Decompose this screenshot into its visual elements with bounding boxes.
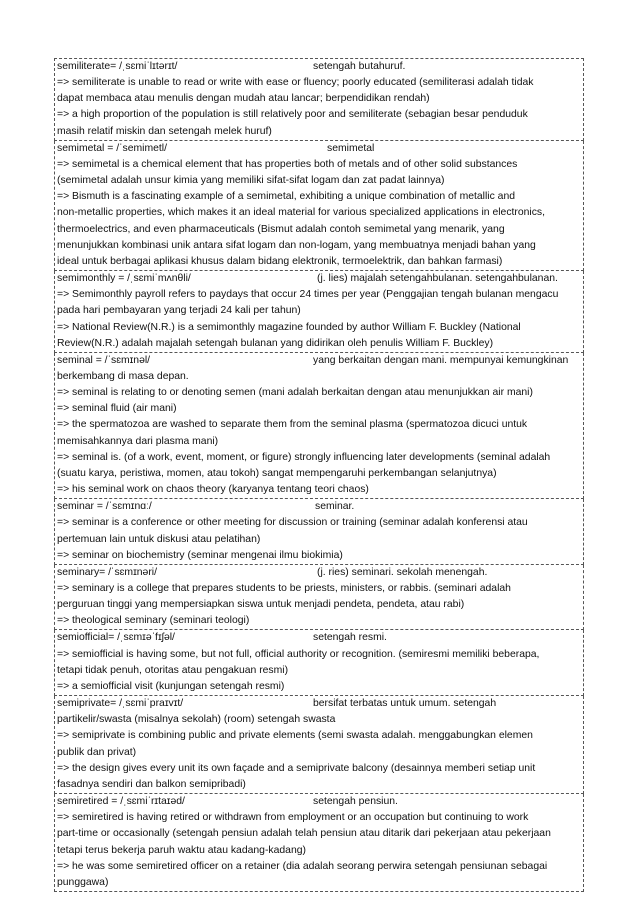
entry-header <box>55 353 583 369</box>
entry-text-line: pada hari pembayaran yang terjadi 24 kali per tahun) <box>57 305 301 317</box>
dictionary-entry <box>54 696 584 794</box>
dictionary-entry <box>54 271 584 353</box>
entry-text-line: Review(N.R.) adalah majalah setengah bulanan yang didirikan oleh penulis William F. Buckley) <box>57 337 494 349</box>
entry-text-line: fasadnya sendiri dan balkon semipribadi) <box>57 778 246 790</box>
entry-meaning: bersifat terbatas untuk umum. setengah <box>313 698 497 710</box>
entry-header <box>55 499 583 515</box>
entry-meaning: setengah butahuruf. <box>313 61 406 72</box>
entry-meaning: (j. lies) majalah setengahbulanan. setengahbulanan. <box>317 273 558 285</box>
entry-meaning: setengah resmi. <box>313 632 387 644</box>
entry-text-line: memisahkannya dari plasma mani) <box>57 435 219 447</box>
entry-text-line: partikelir/swasta (misalnya sekolah) (room) setengah swasta <box>57 714 336 726</box>
dictionary-entry <box>54 499 584 565</box>
entry-text-line: => a semiofficial visit (kunjungan setengah resmi) <box>57 680 285 692</box>
entry-header <box>55 630 583 646</box>
entry-text-line: tetapi terus bekerja paruh waktu atau kadang-kadang) <box>57 844 306 856</box>
entry-meaning: semimetal <box>327 142 375 154</box>
entry-meaning: setengah pensiun. <box>313 796 398 808</box>
entry-term: seminal = /ˈsɛmɪnəl/ <box>57 354 151 366</box>
entry-text-line: => semiofficial is having some, but not full, official authority or recognition. (semiresmi memiliki beberapa, <box>57 648 540 660</box>
entry-header <box>55 141 583 157</box>
entry-text-line: menunjukkan kombinasi unik antara sifat logam dan non-logam, yang membuatnya menjadi bahan yang <box>57 239 536 251</box>
entry-text-line: => semiretired is having retired or withdrawn from employment or an occupation but continuing to work <box>57 812 529 824</box>
entry-text-line: => semiliterate is unable to read or write with ease or fluency; poorly educated (semiliterasi adalah tidak <box>57 77 534 89</box>
entry-text-line: masih relatif miskin dan setengah melek huruf) <box>57 125 272 137</box>
entry-term: semimetal = /ˈsemimetl/ <box>57 142 167 154</box>
entry-text-line: => seminal is. (of a work, event, moment, or figure) strongly influencing later developments (seminal adalah <box>57 451 551 463</box>
entry-text-line: => seminar on biochemistry (seminar mengenai ilmu biokimia) <box>57 549 343 561</box>
entry-term: seminary= /ˈsɛmɪnəri/ <box>57 566 157 578</box>
entry-text-line: => a high proportion of the population is still relatively poor and semiliterate (sebagian besar penduduk <box>57 109 528 121</box>
entry-text-line: perguruan tinggi yang mempersiapkan siswa untuk menjadi pendeta, pendeta, atau rabi) <box>57 599 465 611</box>
entry-term: semiofficial= /ˌsɛmɪəˈfɪʃəl/ <box>57 632 175 644</box>
entry-header <box>55 565 583 581</box>
entry-text-line: thermoelectrics, and even pharmaceuticals (Bismut adalah contoh semimetal yang menarik, yang <box>57 223 505 235</box>
entry-text-line: publik dan privat) <box>57 746 137 758</box>
entry-term: semiprivate= /ˌsɛmiˈpraɪvɪt/ <box>57 698 184 710</box>
entry-text-line: => seminal fluid (air mani) <box>57 403 177 415</box>
entry-text-line: berkembang di masa depan. <box>57 370 189 382</box>
entry-text-line: punggawa) <box>57 876 109 888</box>
entry-term: semimonthly = /ˌsɛmiˈmʌnθli/ <box>57 273 191 285</box>
entry-term: seminar = /ˈsɛmɪnɑː/ <box>57 501 152 513</box>
entry-text-line: (suatu karya, peristiwa, momen, atau tokoh) sangat mempengaruhi perkembangan selanjutnya) <box>57 467 497 479</box>
entry-text-line: => Semimonthly payroll refers to paydays that occur 24 times per year (Penggajian tengah bulanan mengacu <box>57 289 559 301</box>
entry-text-line: => seminary is a college that prepares students to be priests, ministers, or rabbis. (seminari adalah <box>57 583 511 594</box>
entry-meaning: yang berkaitan dengan mani. mempunyai kemungkinan <box>313 354 569 366</box>
entry-term: semiliterate= /ˌsɛmiˈlɪtərɪt/ <box>57 61 178 72</box>
dictionary-entry <box>54 353 584 499</box>
entry-text-line: tetapi tidak penuh, otoritas atau pengakuan resmi) <box>57 664 289 676</box>
dictionary-entry <box>54 58 584 141</box>
entry-text-line: => theological seminary (seminari teologi) <box>57 615 250 627</box>
entry-text-line: => the design gives every unit its own façade and a semiprivate balcony (desainnya memberi setiap unit <box>57 762 536 774</box>
entry-term: semiretired = /ˌsɛmiˈrɪtaɪəd/ <box>57 796 185 808</box>
entry-text-line: dapat membaca atau menulis dengan mudah atau lancar; berpendidikan rendah) <box>57 93 430 105</box>
dictionary-entry <box>54 630 584 696</box>
entry-header <box>55 696 583 712</box>
dictionary-entry <box>54 794 584 892</box>
entry-text-line: => semiprivate is combining public and private elements (semi swasta adalah. menggabungkan elemen <box>57 730 533 742</box>
dictionary-entry <box>54 141 584 271</box>
entry-text-line: pertemuan lain untuk diskusi atau pelatihan) <box>57 533 261 545</box>
entry-header <box>55 271 583 287</box>
entry-header <box>55 59 583 75</box>
entry-text-line: => semimetal is a chemical element that has properties both of metals and of other solid substances <box>57 158 518 170</box>
entry-text-line: ideal untuk berbagai aplikasi khusus dalam bidang elektronik, termoelektrik, dan bahkan farmasi) <box>57 255 503 267</box>
entry-text-line: => he was some semiretired officer on a retainer (dia adalah seorang perwira setengah pensiunan sebagai <box>57 860 548 872</box>
entry-text-line: non-metallic properties, which makes it an ideal material for various specialized applications in electronics, <box>57 207 546 219</box>
entry-text-line: => seminar is a conference or other meeting for discussion or training (seminar adalah konferensi atau <box>57 517 528 529</box>
entry-text-line: part-time or occasionally (setengah pensiun adalah telah pensiun atau ditarik dari pekerjaan atau pekerjaan <box>57 828 551 840</box>
entry-meaning: (j. ries) seminari. sekolah menengah. <box>317 566 488 578</box>
entry-text-line: => Bismuth is a fascinating example of a semimetal, exhibiting a unique combination of metallic and <box>57 191 516 203</box>
entry-text-line: => his seminal work on chaos theory (karyanya tentang teori chaos) <box>57 484 369 496</box>
entry-text-line: => the spermatozoa are washed to separate them from the seminal plasma (spermatozoa dicuci untuk <box>57 419 528 431</box>
entry-meaning: seminar. <box>315 501 355 513</box>
entry-text-line: (semimetal adalah unsur kimia yang memiliki sifat-sifat logam dan zat padat lainnya) <box>57 175 445 187</box>
dictionary-entry <box>54 565 584 631</box>
entry-text-line: => National Review(N.R.) is a semimonthly magazine founded by author William F. Buckley (National <box>57 321 521 333</box>
dictionary-document <box>54 58 584 892</box>
entry-header <box>55 794 583 810</box>
entry-text-line: => seminal is relating to or denoting semen (mani adalah berkaitan dengan atau menunjukkan air mani) <box>57 387 533 399</box>
